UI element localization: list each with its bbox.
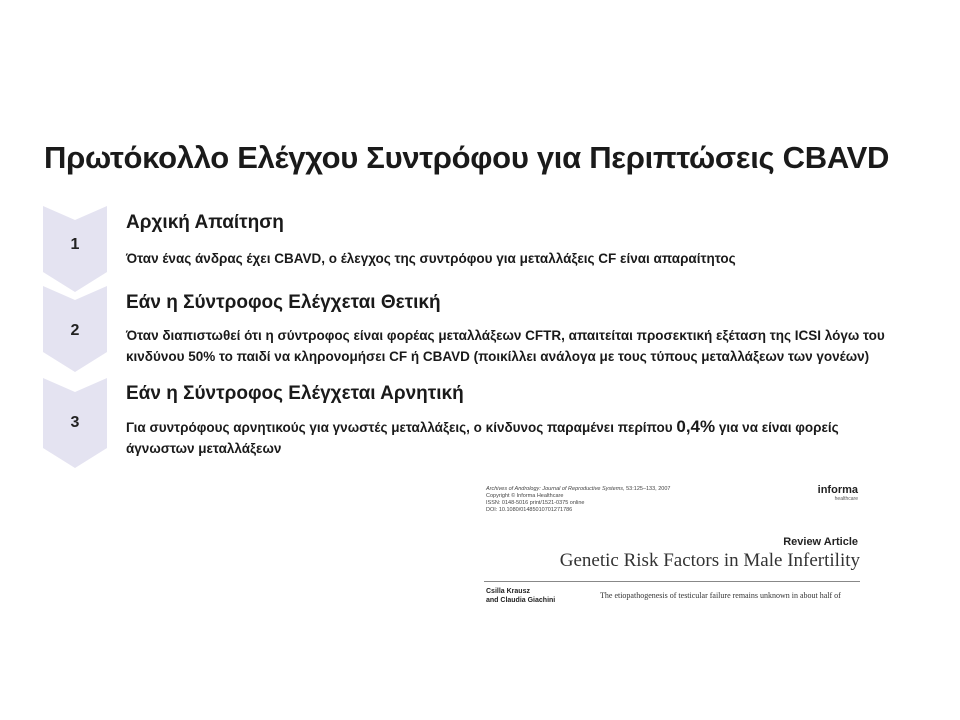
article-journal: Archives of Andrology: Journal of Reproductive Systems, (486, 486, 625, 492)
author-2: and Claudia Giachini (486, 597, 556, 604)
publisher-sub: healthcare (834, 496, 858, 502)
article-doi: DOI: 10.1080/01485010701271786 (486, 507, 573, 513)
slide-title: Πρωτόκολλο Ελέγχου Συντρόφου για Περιπτώσεις CBAVD (44, 140, 890, 175)
article-journal-pages: 53:125–133, 2007 (624, 486, 671, 492)
article-type: Review Article (783, 536, 858, 548)
step-2-description: Όταν διαπιστωθεί ότι η σύντροφος είναι φορέας μεταλλάξεων CFTR, απαιτείται προσεκτική εξέταση της ICSI λόγω του κινδύνου 50% το παιδί να κληρονομήσει CF ή CBAVD (ποικίλλει ανάλογα με τους τύπους μεταλλάξεων των γονέων) (126, 328, 885, 364)
step-1-number: 1 (70, 236, 80, 253)
step-3-description-end: για να είναι φορείς άγνωστων μεταλλάξεων (126, 420, 839, 456)
step-3-chevron (43, 378, 107, 464)
step-2-number: 2 (70, 322, 80, 339)
divider (484, 581, 860, 582)
step-3-risk-value: 0,4% (676, 417, 716, 436)
step-3-title: Εάν η Σύντροφος Ελέγχεται Αρνητική (126, 383, 464, 404)
article-issn: ISSN: 0148-5016 print/1521-0375 online (486, 500, 585, 506)
article-copyright: Copyright © Informa Healthcare (486, 493, 564, 499)
step-1-description: Όταν ένας άνδρας έχει CBAVD, ο έλεγχος της συντρόφου για μεταλλάξεις CF είναι απαραίτητος (126, 251, 736, 266)
article-title: Genetic Risk Factors in Male Infertility (559, 550, 860, 571)
step-1-title: Αρχική Απαίτηση (126, 212, 284, 233)
article-snippet: The etiopathogenesis of testicular failure remains unknown in about half of (600, 591, 841, 600)
step-3-description (126, 416, 896, 459)
publisher-name: informa (817, 484, 858, 496)
step-2-chevron (43, 286, 107, 372)
article-authors (486, 587, 555, 605)
article-excerpt (474, 478, 868, 618)
article-meta (486, 486, 746, 514)
step-1-chevron (43, 206, 107, 292)
step-3-description-start: Για συντρόφους αρνητικούς για γνωστές μεταλλάξεις, ο κίνδυνος παραμένει περίπου (126, 420, 677, 435)
step-2-title: Εάν η Σύντροφος Ελέγχεται Θετική (126, 292, 441, 313)
publisher-logo (818, 484, 858, 502)
step-3-number: 3 (70, 414, 80, 431)
author-1: Csilla Krausz (486, 588, 530, 595)
